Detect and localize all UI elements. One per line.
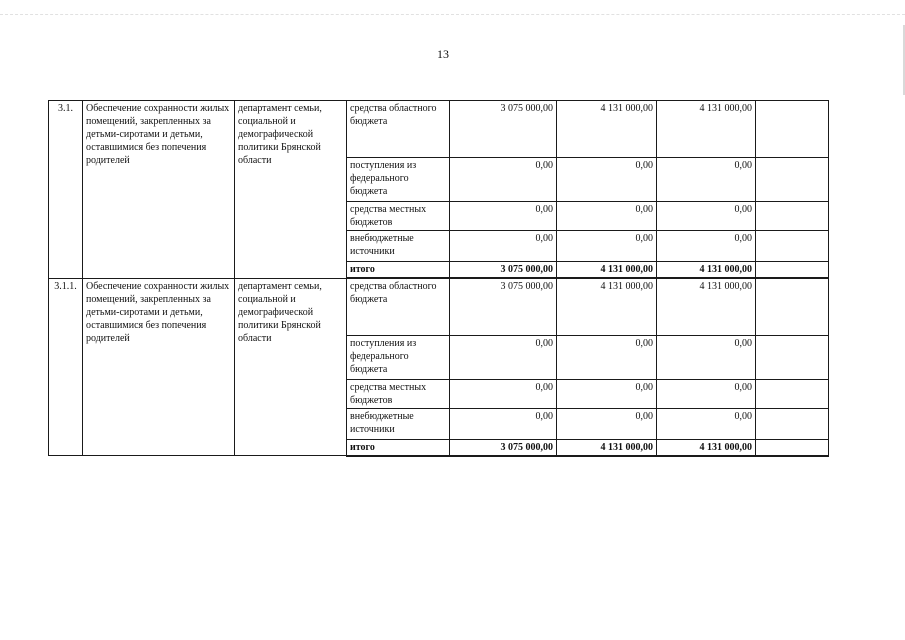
value-cell: 0,00 xyxy=(657,231,756,262)
executor: департамент семьи, социальной и демографической политики Брянской области xyxy=(235,101,347,279)
table-row xyxy=(49,278,829,335)
source-label: поступления из федерального бюджета xyxy=(347,335,450,379)
total-cell: 4 131 000,00 xyxy=(657,439,756,456)
value-cell: 0,00 xyxy=(450,379,557,408)
source-label: поступления из федерального бюджета xyxy=(347,158,450,202)
empty-cell xyxy=(756,202,829,231)
empty-cell xyxy=(756,231,829,262)
value-cell: 4 131 000,00 xyxy=(657,278,756,335)
empty-cell xyxy=(756,278,829,335)
source-label: внебюджетные источники xyxy=(347,408,450,439)
source-label: средства областного бюджета xyxy=(347,278,450,335)
value-cell: 0,00 xyxy=(450,158,557,202)
value-cell: 0,00 xyxy=(657,335,756,379)
value-cell: 0,00 xyxy=(450,335,557,379)
value-cell: 4 131 000,00 xyxy=(557,278,657,335)
executor: департамент семьи, социальной и демографической политики Брянской области xyxy=(235,278,347,456)
total-cell: 3 075 000,00 xyxy=(450,439,557,456)
total-cell: 4 131 000,00 xyxy=(557,439,657,456)
value-cell: 3 075 000,00 xyxy=(450,278,557,335)
value-cell: 0,00 xyxy=(557,379,657,408)
empty-cell xyxy=(756,379,829,408)
total-cell: 3 075 000,00 xyxy=(450,262,557,279)
value-cell: 0,00 xyxy=(557,231,657,262)
row-code: 3.1.1. xyxy=(49,278,83,456)
value-cell: 0,00 xyxy=(450,408,557,439)
empty-cell xyxy=(756,335,829,379)
value-cell: 0,00 xyxy=(557,335,657,379)
value-cell: 0,00 xyxy=(557,158,657,202)
empty-cell xyxy=(756,439,829,456)
value-cell: 0,00 xyxy=(657,158,756,202)
measure-name: Обеспечение сохранности жилых помещений, закрепленных за детьми-сиротами и детьми, оставшимися без попечения родителей xyxy=(83,101,235,279)
empty-cell xyxy=(756,158,829,202)
value-cell: 0,00 xyxy=(557,202,657,231)
empty-cell xyxy=(756,262,829,279)
value-cell: 3 075 000,00 xyxy=(450,101,557,158)
empty-cell xyxy=(756,408,829,439)
row-code: 3.1. xyxy=(49,101,83,279)
source-label: внебюджетные источники xyxy=(347,231,450,262)
source-label: итого xyxy=(347,439,450,456)
table-row xyxy=(49,101,829,158)
value-cell: 0,00 xyxy=(657,202,756,231)
total-cell: 4 131 000,00 xyxy=(557,262,657,279)
page-number: 13 xyxy=(437,47,449,61)
value-cell: 4 131 000,00 xyxy=(557,101,657,158)
source-label: итого xyxy=(347,262,450,279)
value-cell: 0,00 xyxy=(657,379,756,408)
source-label: средства местных бюджетов xyxy=(347,379,450,408)
value-cell: 4 131 000,00 xyxy=(657,101,756,158)
empty-cell xyxy=(756,101,829,158)
source-label: средства местных бюджетов xyxy=(347,202,450,231)
source-label: средства областного бюджета xyxy=(347,101,450,158)
value-cell: 0,00 xyxy=(450,231,557,262)
value-cell: 0,00 xyxy=(557,408,657,439)
value-cell: 0,00 xyxy=(657,408,756,439)
scan-artifact-line xyxy=(0,14,905,19)
value-cell: 0,00 xyxy=(450,202,557,231)
measure-name: Обеспечение сохранности жилых помещений, закрепленных за детьми-сиротами и детьми, оставшимися без попечения родителей xyxy=(83,278,235,456)
total-cell: 4 131 000,00 xyxy=(657,262,756,279)
budget-table xyxy=(48,100,829,457)
